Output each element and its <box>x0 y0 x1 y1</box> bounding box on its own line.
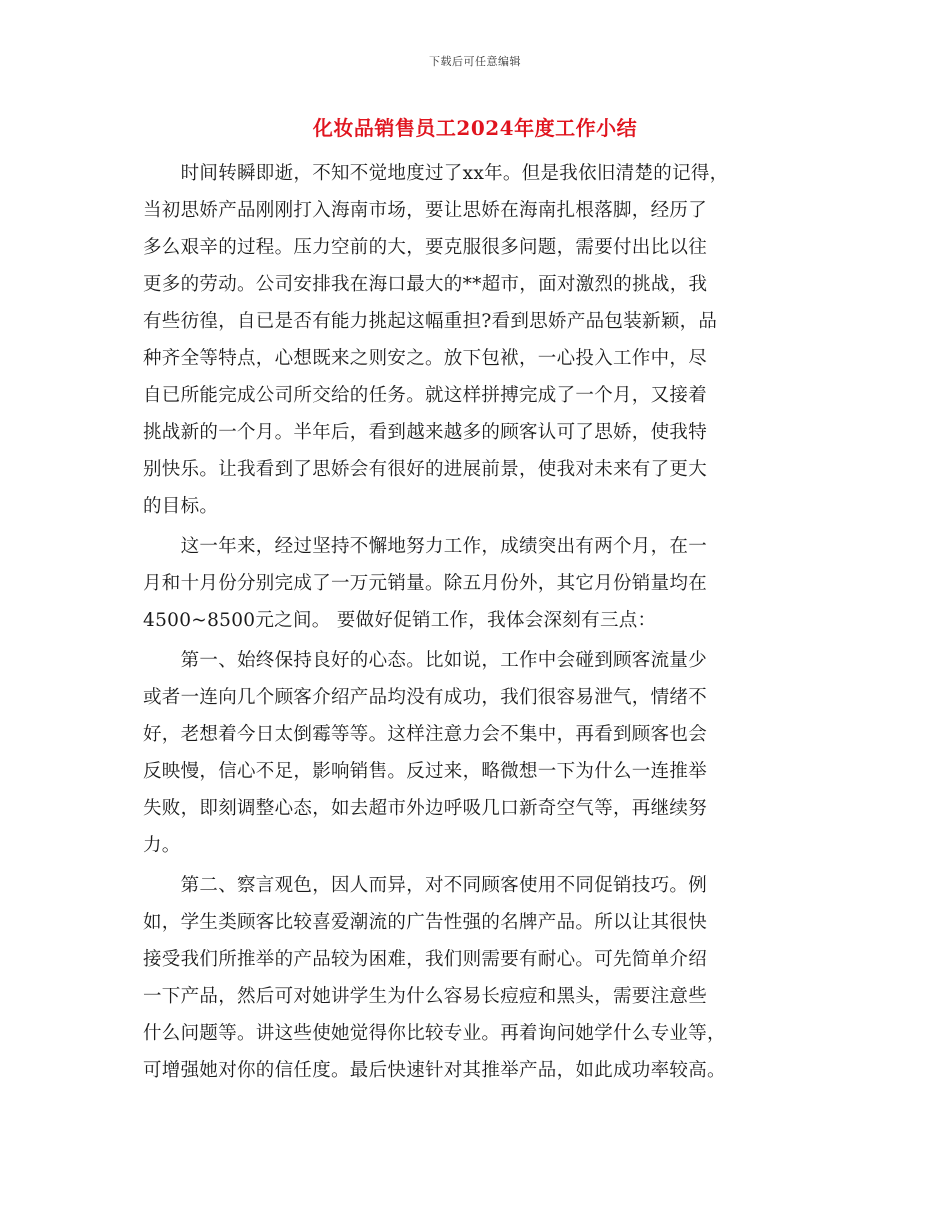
text-line: 如，学生类顾客比较喜爱潮流的广告性强的名牌产品。所以让其很快 <box>143 912 708 933</box>
text-line: 或者一连向几个顾客介绍产品均没有成功，我们很容易泄气，情绪不 <box>143 687 708 708</box>
text-line: 的目标。 <box>143 496 219 517</box>
paragraph-3 <box>143 642 823 864</box>
paragraph-1 <box>143 155 823 525</box>
text-line: 可增强她对你的信任度。最后快速针对其推举产品，如此成功率较高。 <box>143 1060 726 1081</box>
text-line: 4500~8500元之间。 要做好促销工作，我体会深刻有三点： <box>143 610 657 631</box>
text-line: 力。 <box>143 835 181 856</box>
text-line: 好，老想着今日太倒霉等等。这样注意力会不集中，再看到顾客也会 <box>143 724 708 745</box>
text-line: 失败，即刻调整心态，如去超市外边呼吸几口新奇空气等，再继续努 <box>143 798 708 819</box>
text-line: 自已所能完成公司所交给的任务。就这样拼搏完成了一个月，又接着 <box>143 385 708 406</box>
text-line: 别快乐。让我看到了思娇会有很好的进展前景，使我对未来有了更大 <box>143 459 708 480</box>
paragraph-4 <box>143 867 823 1089</box>
text-line: 挑战新的一个月。半年后，看到越来越多的顾客认可了思娇，使我特 <box>143 422 708 443</box>
text-line: 当初思娇产品刚刚打入海南市场，要让思娇在海南扎根落脚，经历了 <box>143 200 708 221</box>
text-line: 一下产品，然后可对她讲学生为什么容易长痘痘和黑头，需要注意些 <box>143 986 708 1007</box>
text-line: 有些彷徨，自已是否有能力挑起这幅重担?看到思娇产品包装新颖，品 <box>143 311 718 332</box>
text-line: 种齐全等特点，心想既来之则安之。放下包袱，一心投入工作中，尽 <box>143 348 708 369</box>
text-line: 多么艰辛的过程。压力空前的大，要克服很多问题，需要付出比以往 <box>143 237 708 258</box>
document-title: 化妆品销售员工2024年度工作小结 <box>312 116 638 140</box>
document-body <box>143 155 823 1089</box>
paragraph-2 <box>143 528 823 639</box>
text-line: 这一年来，经过坚持不懈地努力工作，成绩突出有两个月，在一 <box>143 536 708 557</box>
text-line: 第二、察言观色，因人而异，对不同顾客使用不同促销技巧。例 <box>143 875 708 896</box>
text-line: 反映慢，信心不足，影响销售。反过来，略微想一下为什么一连推举 <box>143 761 708 782</box>
text-line: 时间转瞬即逝，不知不觉地度过了xx年。但是我依旧清楚的记得， <box>143 163 729 184</box>
text-line: 更多的劳动。公司安排我在海口最大的**超市，面对激烈的挑战，我 <box>143 274 708 295</box>
text-line: 接受我们所推举的产品较为困难，我们则需要有耐心。可先简单介绍 <box>143 949 708 970</box>
text-line: 什么问题等。讲这些使她觉得你比较专业。再着询问她学什么专业等， <box>143 1023 726 1044</box>
text-line: 第一、始终保持良好的心态。比如说，工作中会碰到顾客流量少 <box>143 650 708 671</box>
text-line: 月和十月份分别完成了一万元销量。除五月份外，其它月份销量均在 <box>143 573 708 594</box>
header-note: 下载后可任意编辑 <box>429 55 521 68</box>
